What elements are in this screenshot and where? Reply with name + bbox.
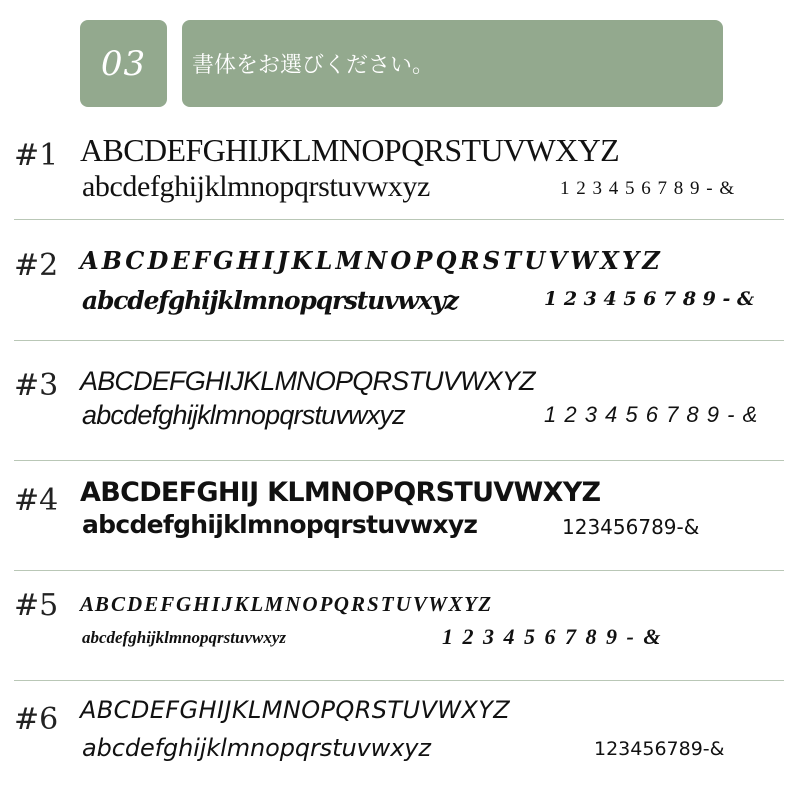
font-sample-label: #2 — [14, 248, 59, 283]
step-title: 書体をお選びください。 — [192, 53, 435, 78]
uppercase-sample: ABCDEFGHIJKLMNOPQRSTUVWXYZ — [80, 132, 620, 168]
uppercase-sample: ABCDEFGHIJKLMNOPQRSTUVWXYZ — [80, 366, 535, 396]
font-sample-label: #1 — [14, 138, 59, 173]
lowercase-sample: abcdefghijklmnopqrstuvwxyz — [82, 510, 478, 539]
lowercase-sample: abcdefghijklmnopqrstuvwxyz — [82, 170, 430, 203]
font-sample-6[interactable] — [0, 694, 800, 794]
uppercase-sample: ABCDEFGHIJKLMNOPQRSTUVWXYZ — [80, 696, 511, 724]
uppercase-sample: A B C D E F G H I J K L M N O P Q R S T U V W X Y Z — [80, 246, 658, 275]
digits-sample: 123456789-& — [562, 515, 700, 539]
digits-sample: 1 2 3 4 5 6 7 8 9 - & — [544, 288, 755, 310]
uppercase-sample: ABCDEFGHIJ KLMNOPQRSTUVWXYZ — [80, 477, 601, 508]
font-sample-label: #3 — [14, 368, 59, 403]
font-sample-5[interactable] — [0, 586, 800, 680]
divider — [14, 460, 784, 461]
divider — [14, 219, 784, 220]
font-sample-3[interactable] — [0, 360, 800, 460]
font-sample-label: #5 — [14, 588, 59, 623]
digits-sample: 1 2 3 4 5 6 7 8 9 - & — [560, 178, 736, 199]
font-sample-2[interactable] — [0, 238, 800, 338]
lowercase-sample: abcdefghijklmnopqrstuvwxyz — [82, 400, 405, 430]
uppercase-sample: A B C D E F G H I J K L M N O P Q R S T U V W X Y Z — [80, 592, 490, 616]
font-sample-label: #4 — [14, 483, 59, 518]
step-number: 03 — [100, 43, 147, 84]
step-title-bar — [182, 20, 723, 107]
font-sample-1[interactable] — [0, 130, 800, 220]
lowercase-sample: abcdefghijklmnopqrstuvwxyz — [82, 286, 458, 315]
divider — [14, 570, 784, 571]
divider — [14, 340, 784, 341]
digits-sample: 1 2 3 4 5 6 7 8 9 - & — [544, 402, 759, 427]
divider — [14, 680, 784, 681]
step-number-badge — [80, 20, 167, 107]
digits-sample: 1 2 3 4 5 6 7 8 9 - & — [442, 624, 663, 649]
font-sample-4[interactable] — [0, 475, 800, 575]
lowercase-sample: abcdefghijklmnopqrstuvwxyz — [82, 734, 431, 762]
font-sample-label: #6 — [14, 702, 59, 737]
lowercase-sample: abcdefghijklmnopqrstuvwxyz — [82, 628, 287, 647]
digits-sample: 123456789-& — [594, 738, 725, 760]
